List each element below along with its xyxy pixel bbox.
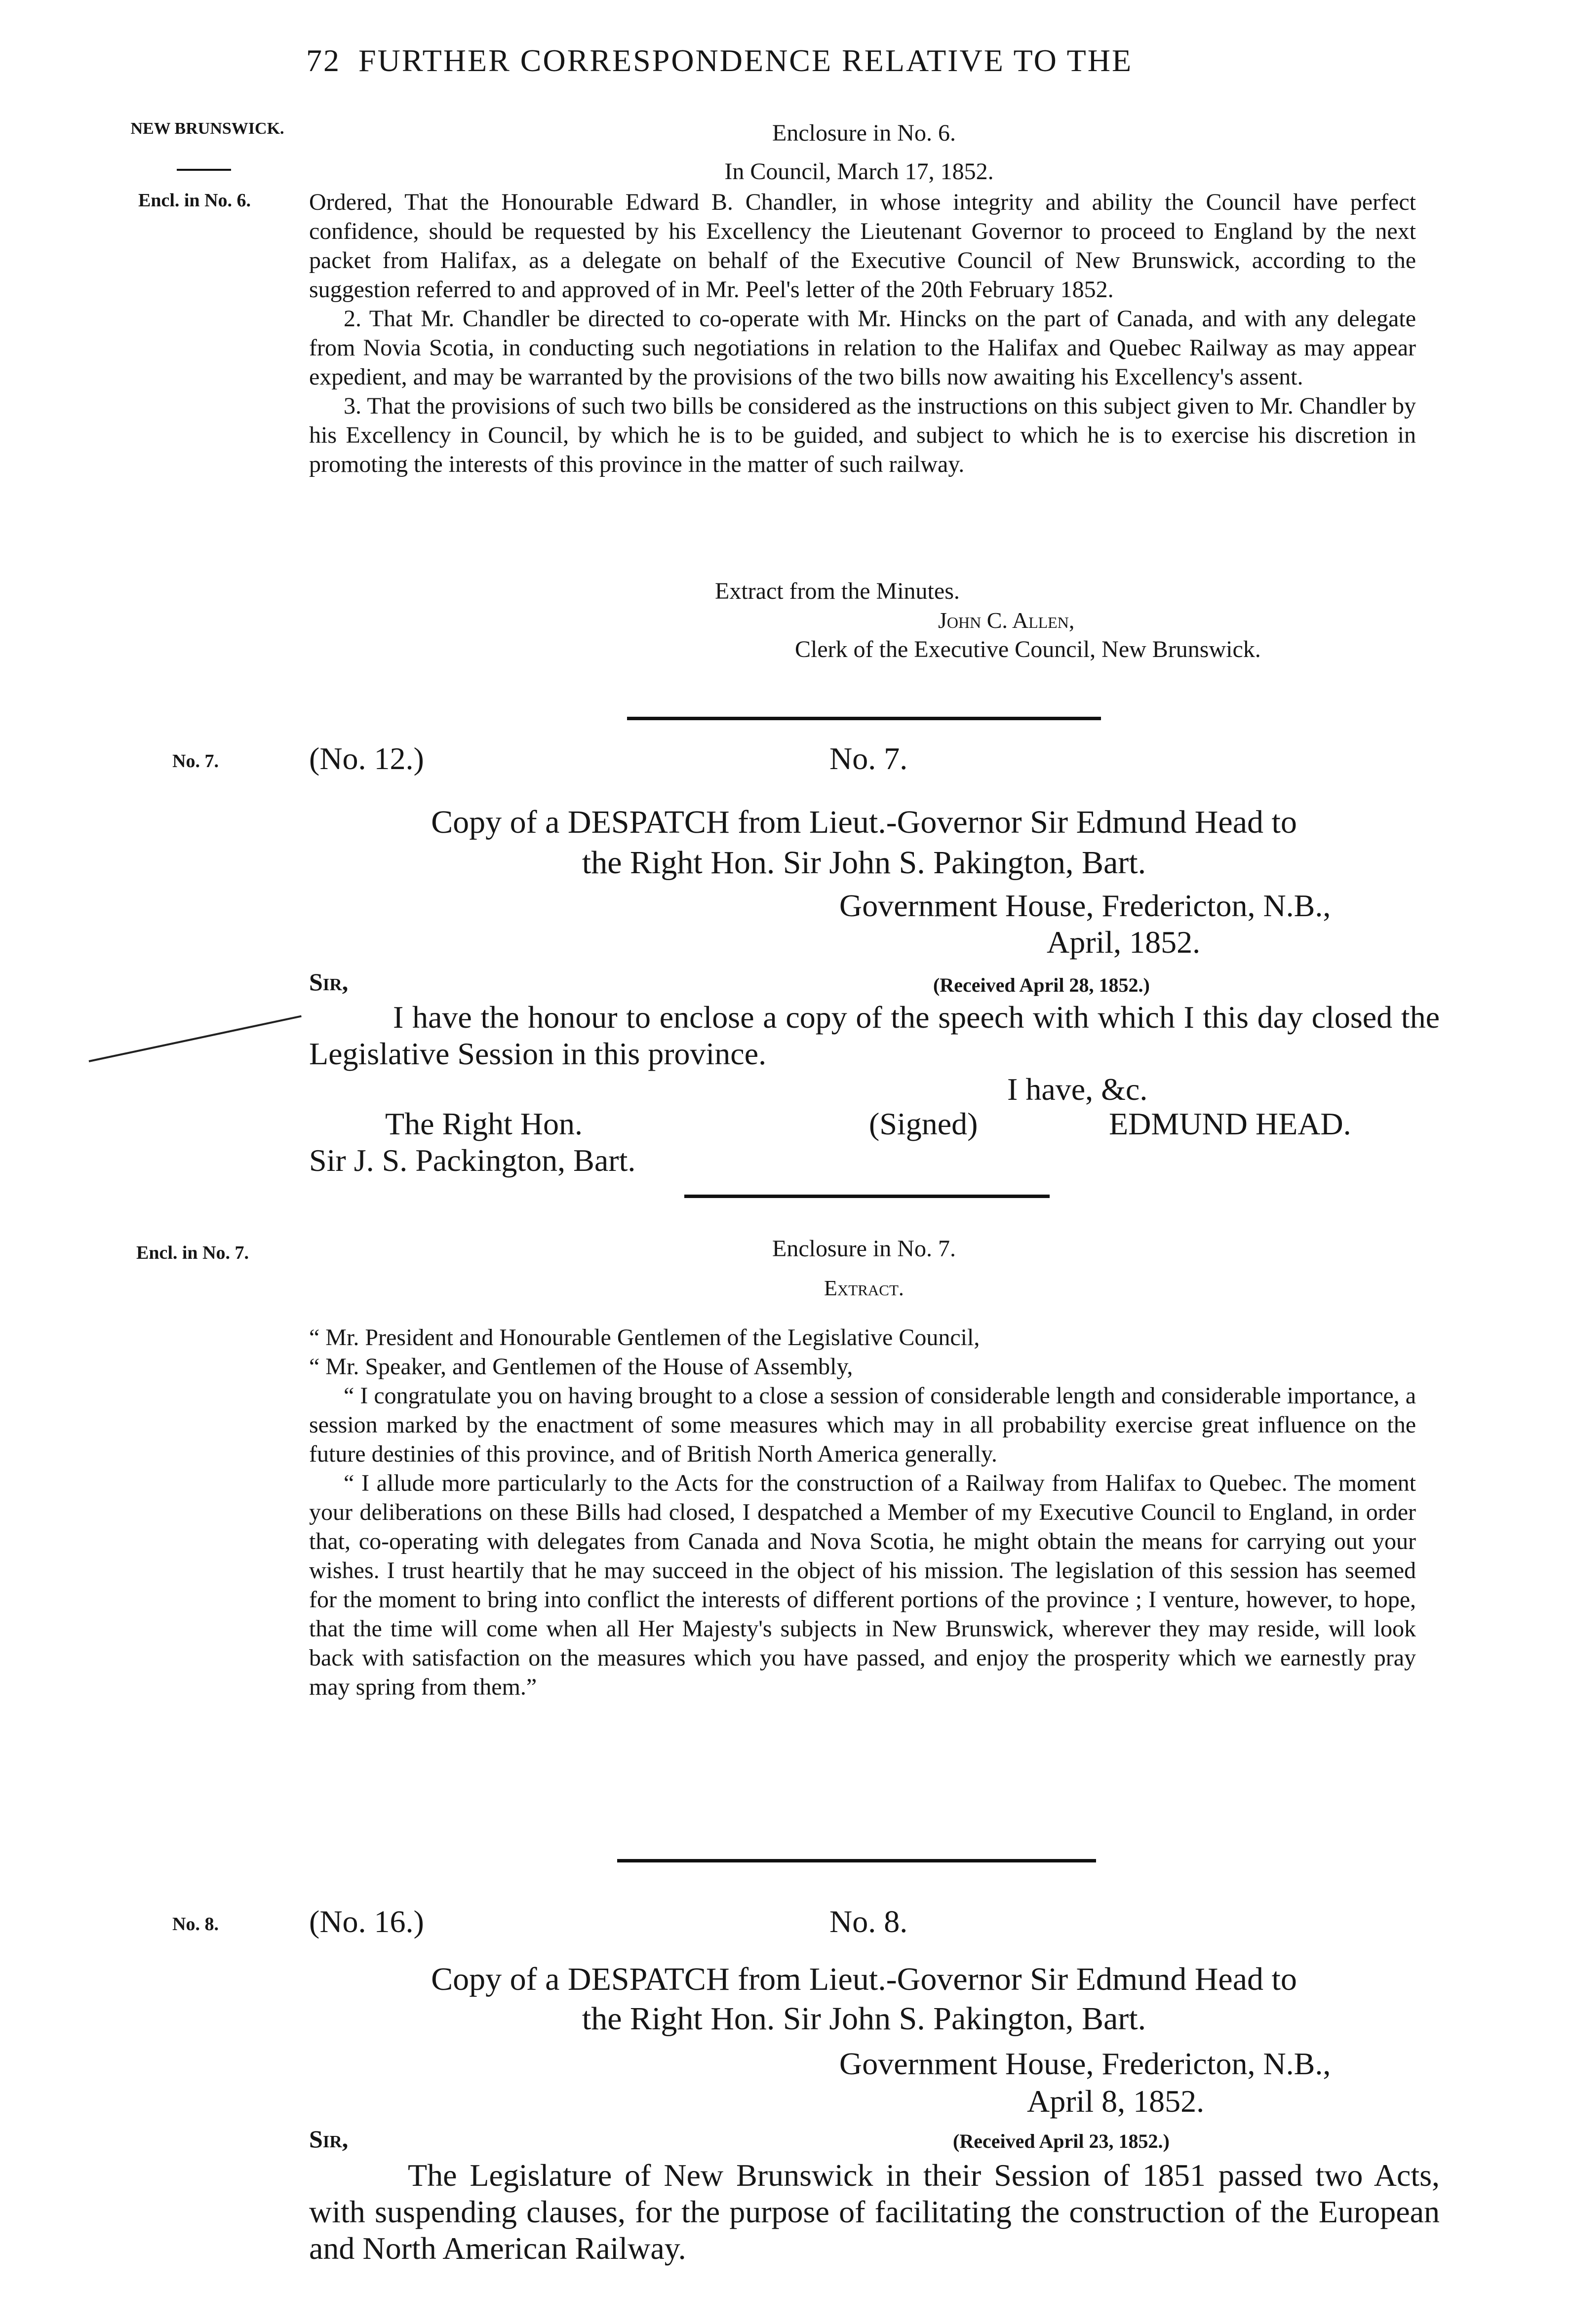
enclosure-7-body <box>309 1323 1416 1702</box>
despatch-7-title-1: Copy of a DESPATCH from Lieut.-Governor Sir Edmund Head to <box>431 804 1297 840</box>
enclosure-7-heading: Enclosure in No. 7. <box>772 1236 956 1262</box>
despatch-7-signature: EDMUND HEAD. <box>1109 1106 1351 1141</box>
despatch-7-place: Government House, Fredericton, N.B., <box>839 888 1331 923</box>
extract-from-minutes: Extract from the Minutes. <box>715 578 960 604</box>
pencil-mark <box>89 1015 302 1062</box>
despatch-8-date: April 8, 1852. <box>1027 2084 1205 2119</box>
enclosure-6-para-2: 2. That Mr. Chandler be directed to co-operate with Mr. Hincks on the part of Canada, and with any delegate from Novia Scotia, in conducting such negotiations in relation to the Halifax and Quebec Railway as may appear expedient, and may be warranted by the provisions of the two bills now awaiting his Excellency's assent. <box>309 306 1416 390</box>
signer-name: John C. Allen, <box>938 608 1075 633</box>
despatch-7-received: (Received April 28, 1852.) <box>933 974 1150 996</box>
margin-province: NEW BRUNSWICK. <box>130 119 284 138</box>
section-divider <box>684 1195 1050 1198</box>
despatch-8-body: The Legislature of New Brunswick in their Session of 1851 passed two Acts, with suspending clauses, for the purpose of facilitating the construction of the European and North American Railway. <box>309 2158 1440 2266</box>
despatch-7-salutation: Sir, <box>309 968 349 996</box>
page-header <box>306 42 1133 79</box>
despatch-8-title-1: Copy of a DESPATCH from Lieut.-Governor Sir Edmund Head to <box>431 1961 1297 1997</box>
enclosure-6-date: In Council, March 17, 1852. <box>724 158 994 185</box>
enclosure-7-line-2: “ Mr. Speaker, and Gentlemen of the House of Assembly, <box>309 1354 853 1380</box>
despatch-7-closing: I have, &c. <box>1007 1072 1148 1107</box>
enclosure-6-heading: Enclosure in No. 6. <box>772 120 956 146</box>
section-divider <box>627 717 1101 720</box>
despatch-7-body: I have the honour to enclose a copy of the speech with which I this day closed the Legislative Session in this province. <box>309 1000 1440 1071</box>
enclosure-7-subheading: Extract. <box>824 1276 904 1300</box>
despatch-7-addressee-2: Sir J. S. Packington, Bart. <box>309 1143 636 1178</box>
despatch-7-signed-label: (Signed) <box>869 1106 978 1141</box>
despatch-7-number: No. 7. <box>829 741 908 776</box>
enclosure-6-para-3: 3. That the provisions of such two bills be considered as the instructions on this subject given to Mr. Chandler by his Excellency in Council, by which he is to be guided, and subject to which he is to exercise his discretion in promoting the interests of this province in the matter of such railway. <box>309 393 1416 477</box>
section-divider <box>617 1859 1096 1862</box>
despatch-7-addressee-1: The Right Hon. <box>385 1106 583 1141</box>
despatch-8-place: Government House, Fredericton, N.B., <box>839 2046 1331 2081</box>
margin-encl-7: Encl. in No. 7. <box>136 1242 249 1263</box>
despatch-7-date: April, 1852. <box>1047 925 1201 960</box>
enclosure-7-para-2: “ I allude more particularly to the Acts for the construction of a Railway from Halifax to Quebec. The moment your deliberations on these Bills had closed, I despatched a Member of my Executive Council to England, in order that, co-operating with delegates from Canada and Nova Scotia, he might obtain the means for carrying out your wishes. I trust heartily that he may succeed in the object of his mission. The legislation of this session has seemed for the moment to bring into conflict the interests of different portions of the province ; I venture, however, to hope, that the time will come when all Her Majesty's subjects in New Brunswick, wherever they may reside, will look back with satisfaction on the measures which you have passed, and enjoy the prosperity which we earnestly pray may spring from them.” <box>309 1470 1416 1700</box>
despatch-8-received: (Received April 23, 1852.) <box>953 2130 1170 2152</box>
signer-title: Clerk of the Executive Council, New Brunswick. <box>795 636 1261 662</box>
margin-no-7: No. 7. <box>172 751 219 772</box>
margin-no-8: No. 8. <box>172 1914 219 1935</box>
running-title: FURTHER CORRESPONDENCE RELATIVE TO THE <box>358 43 1133 78</box>
page-number: 72 <box>306 43 341 78</box>
enclosure-6-body <box>309 188 1416 479</box>
despatch-8-salutation: Sir, <box>309 2125 349 2153</box>
despatch-8-title-2: the Right Hon. Sir John S. Pakington, Bart. <box>582 2001 1146 2037</box>
enclosure-7-line-1: “ Mr. President and Honourable Gentlemen of the Legislative Council, <box>309 1324 980 1351</box>
margin-rule <box>177 169 231 171</box>
enclosure-7-para-1: “ I congratulate you on having brought to a close a session of considerable length and considerable importance, a session marked by the enactment of some measures which may in all probability exercise great influence on the future destinies of this province, and of British North America generally. <box>309 1383 1416 1467</box>
despatch-7-title-2: the Right Hon. Sir John S. Pakington, Bart. <box>582 845 1146 881</box>
enclosure-6-para-1: Ordered, That the Honourable Edward B. Chandler, in whose integrity and ability the Council have perfect confidence, should be requested by his Excellency the Lieutenant Governor to proceed to England by the next packet from Halifax, as a delegate on behalf of the Executive Council of New Brunswick, according to the suggestion referred to and approved of in Mr. Peel's letter of the 20th February 1852. <box>309 189 1416 303</box>
despatch-8-ref: (No. 16.) <box>309 1904 424 1939</box>
margin-encl-6: Encl. in No. 6. <box>138 190 251 211</box>
despatch-7-ref: (No. 12.) <box>309 741 424 776</box>
despatch-8-number: No. 8. <box>829 1904 908 1939</box>
